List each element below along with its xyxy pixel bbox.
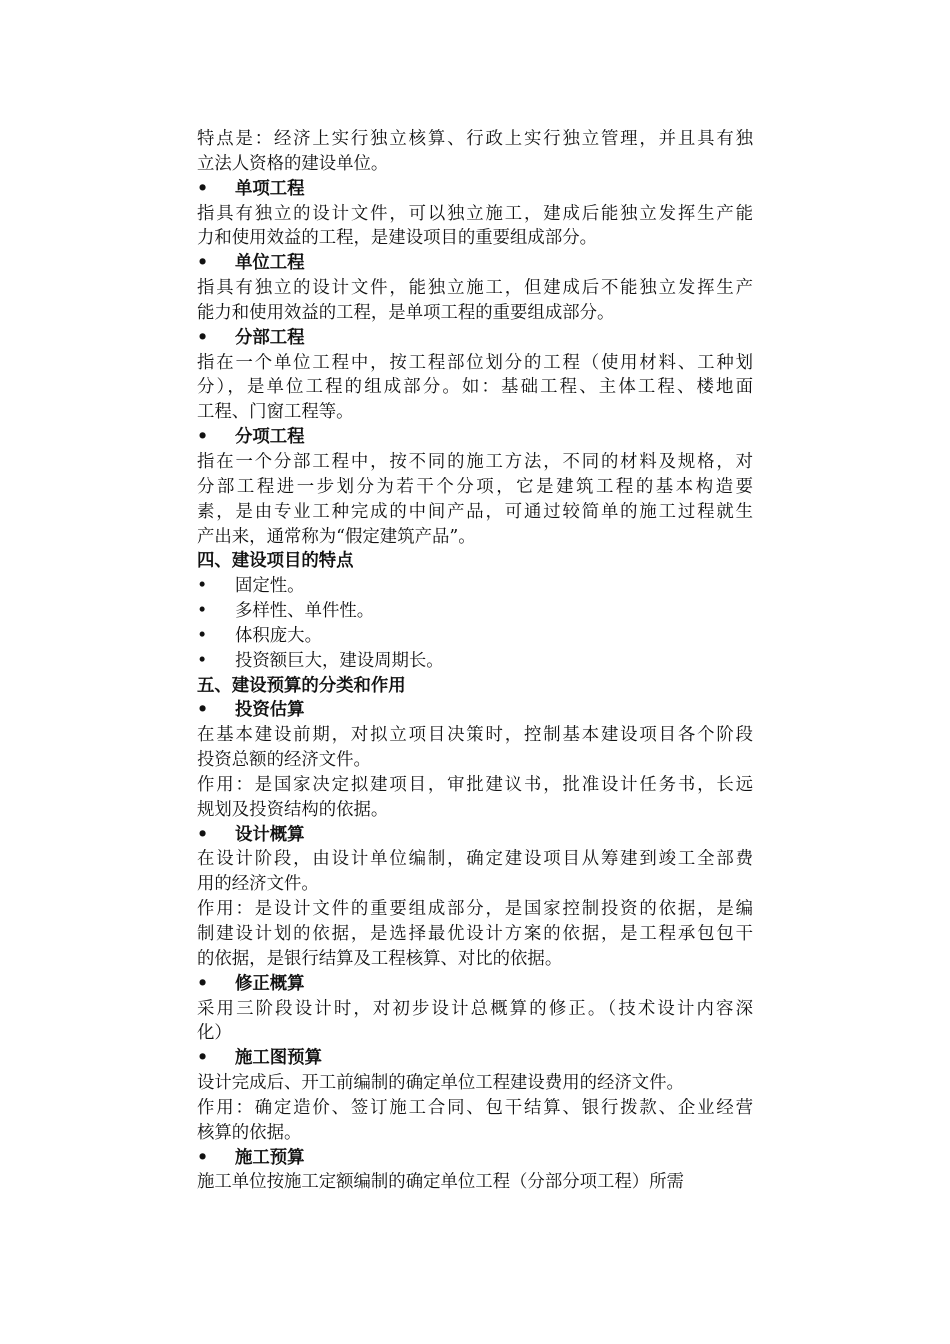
bullet-icon: • (197, 576, 208, 597)
line-text: 四、建设项目的特点 (197, 551, 354, 572)
bullet-item (197, 972, 753, 997)
bullet-item (197, 251, 753, 276)
line-text: 体积庞大。 (235, 625, 322, 646)
line-text: 制建设计划的依据，是选择最优设计方案的依据，是工程承包包干 (197, 924, 753, 944)
line-text: 作用：是设计文件的重要组成部分，是国家控制投资的依据，是编 (197, 899, 753, 920)
line-text: 设计概算 (235, 824, 305, 845)
line-text: 用的经济文件。 (197, 874, 319, 895)
line-text: 在基本建设前期，对拟立项目决策时，控制基本建设项目各个阶段 (197, 725, 753, 746)
bullet-icon: • (197, 178, 209, 199)
paragraph-line (197, 226, 753, 251)
line-text: 作用：确定造价、签订施工合同、包干结算、银行拨款、企业经营 (197, 1097, 753, 1118)
line-text: 分项工程 (235, 427, 305, 448)
line-text: 能力和使用效益的工程，是单项工程的重要组成部分。 (197, 302, 615, 323)
paragraph-line (197, 450, 753, 475)
paragraph-line (197, 723, 753, 748)
line-text: 施工预算 (235, 1147, 305, 1168)
bullet-item (197, 698, 753, 723)
bullet-item (197, 326, 753, 351)
paragraph-line (197, 375, 753, 400)
paragraph-line (197, 997, 753, 1022)
paragraph-line (197, 872, 753, 897)
paragraph-line (197, 276, 753, 301)
paragraph-line (197, 897, 753, 922)
bullet-icon: • (197, 700, 209, 721)
line-text: 分），是单位工程的组成部分。如：基础工程、主体工程、楼地面 (197, 377, 753, 398)
bullet-icon: • (197, 1147, 209, 1168)
line-text: 投资估算 (235, 700, 305, 721)
line-text: 力和使用效益的工程，是建设项目的重要组成部分。 (197, 228, 597, 249)
paragraph-line (197, 1071, 753, 1096)
line-text: 分部工程 (235, 327, 305, 348)
bullet-icon: • (197, 824, 209, 845)
line-text: 固定性。 (235, 576, 305, 597)
line-text: 单项工程 (235, 178, 305, 199)
bullet-icon: • (197, 650, 208, 671)
paragraph-line (197, 475, 753, 500)
line-text: 化） (197, 1023, 232, 1044)
paragraph-line (197, 500, 753, 525)
bullet-item (197, 649, 753, 674)
line-text: 多样性、单件性。 (235, 601, 375, 622)
line-text: 特点是：经济上实行独立核算、行政上实行独立管理，并且具有独 (197, 129, 753, 149)
line-text: 五、建设预算的分类和作用 (197, 675, 406, 696)
paragraph-line (197, 152, 753, 177)
bullet-icon: • (197, 625, 208, 646)
bullet-icon: • (197, 973, 209, 994)
line-text: 素，是由专业工种完成的中间产品，可通过较简单的施工过程就生 (197, 501, 753, 522)
bullet-icon: • (197, 427, 209, 448)
bullet-icon: • (197, 601, 208, 622)
paragraph-line (197, 922, 753, 947)
bullet-item (197, 177, 753, 202)
paragraph-line (197, 1121, 753, 1146)
line-text: 作用：是国家决定拟建项目，审批建议书，批准设计任务书，长远 (197, 774, 753, 795)
section-heading (197, 549, 753, 574)
line-text: 规划及投资结构的依据。 (197, 799, 389, 820)
line-text: 指具有独立的设计文件，可以独立施工，建成后能独立发挥生产能 (197, 203, 753, 224)
line-text: 设计完成后、开工前编制的确定单位工程建设费用的经济文件。 (197, 1073, 684, 1094)
bullet-icon: • (197, 253, 209, 274)
line-text: 投资额巨大，建设周期长。 (235, 650, 444, 671)
line-text: 指在一个单位工程中，按工程部位划分的工程（使用材料、工种划 (197, 352, 753, 373)
paragraph-line (197, 1021, 753, 1046)
paragraph-line (197, 351, 753, 376)
document-body (197, 127, 753, 1195)
paragraph-line (197, 202, 753, 227)
line-text: 施工单位按施工定额编制的确定单位工程（分部分项工程）所需 (197, 1172, 684, 1193)
line-text: 单位工程 (235, 253, 305, 274)
line-text: 核算的依据。 (197, 1122, 302, 1143)
line-text: 在设计阶段，由设计单位编制，确定建设项目从筹建到竣工全部费 (197, 849, 753, 870)
paragraph-line (197, 947, 753, 972)
line-text: 采用三阶段设计时，对初步设计总概算的修正。（技术设计内容深 (197, 998, 753, 1019)
line-text: 分部工程进一步划分为若干个分项，它是建筑工程的基本构造要 (197, 476, 753, 497)
bullet-item (197, 1046, 753, 1071)
line-text: 工程、门窗工程等。 (197, 402, 354, 423)
bullet-item (197, 574, 753, 599)
bullet-item (197, 425, 753, 450)
bullet-item (197, 624, 753, 649)
line-text: 指具有独立的设计文件，能独立施工，但建成后不能独立发挥生产 (197, 278, 753, 299)
bullet-item (197, 823, 753, 848)
paragraph-line (197, 773, 753, 798)
paragraph-line (197, 525, 753, 550)
paragraph-line (197, 400, 753, 425)
bullet-icon: • (197, 327, 209, 348)
line-text: 立法人资格的建设单位。 (197, 153, 389, 174)
paragraph-line (197, 1096, 753, 1121)
line-text: 投资总额的经济文件。 (197, 750, 371, 771)
section-heading (197, 674, 753, 699)
line-text: 指在一个分部工程中，按不同的施工方法，不同的材料及规格，对 (197, 451, 753, 472)
bullet-icon: • (197, 1048, 209, 1069)
paragraph-line (197, 798, 753, 823)
line-text: 产出来，通常称为“假定建筑产品”。 (197, 526, 476, 547)
paragraph-line (197, 1170, 753, 1195)
paragraph-line (197, 127, 753, 152)
bullet-item (197, 1146, 753, 1171)
paragraph-line (197, 847, 753, 872)
paragraph-line (197, 301, 753, 326)
bullet-item (197, 599, 753, 624)
paragraph-line (197, 748, 753, 773)
line-text: 修正概算 (235, 973, 305, 994)
line-text: 的依据，是银行结算及工程核算、对比的依据。 (197, 948, 563, 969)
line-text: 施工图预算 (235, 1048, 322, 1069)
